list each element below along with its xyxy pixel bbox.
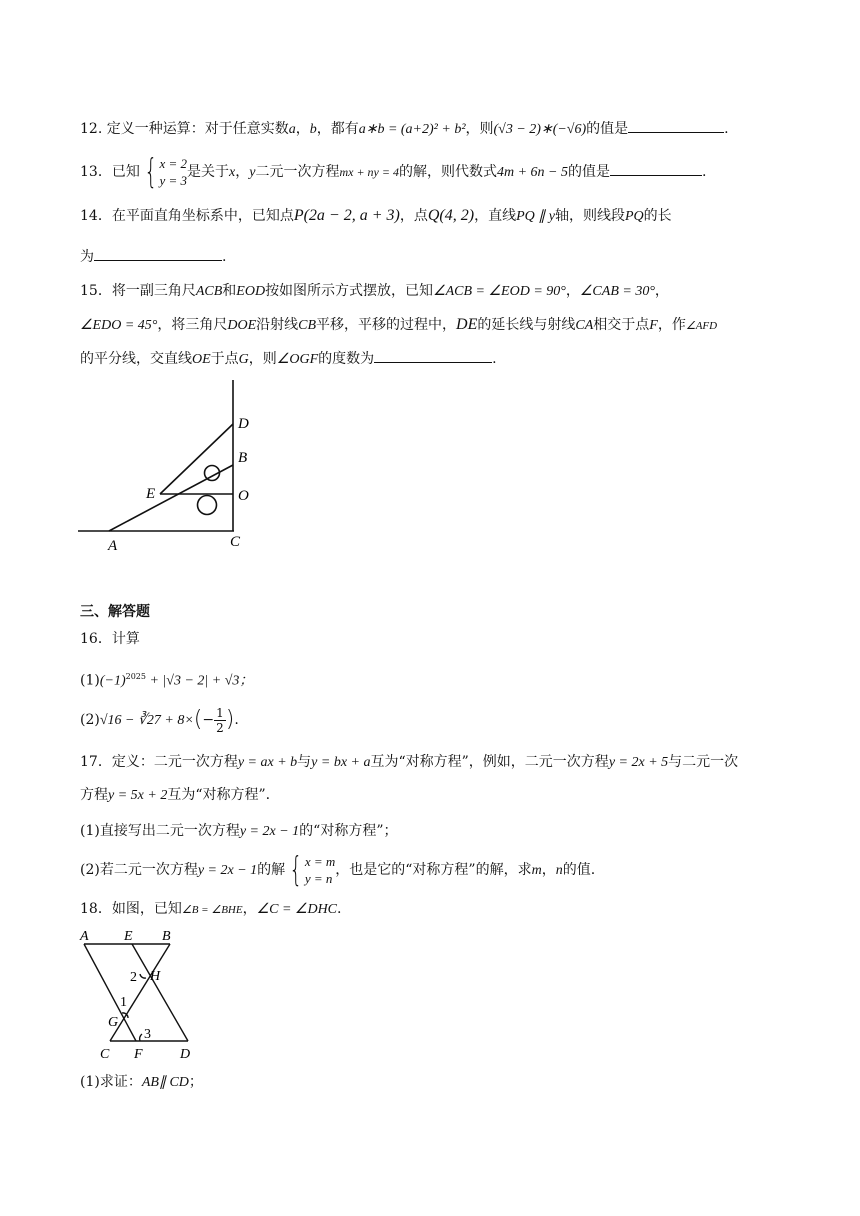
var-b: b <box>309 122 317 137</box>
label-D: D <box>238 416 249 432</box>
angle-3-arc <box>140 1034 142 1041</box>
question-16-part-1: $(1)(-1)^{2025} + |√3 - 2| + √3$； <box>80 672 254 689</box>
line-DE <box>160 424 233 494</box>
angle-condition-1: ∠ACB = ∠EOD = 90° <box>433 284 566 299</box>
answer-blank-12[interactable] <box>628 118 724 133</box>
label-E: E <box>146 486 156 502</box>
question-15-line2: ∠EDO = 45°，将三角尺DOE沿射线CB平移，平移的过程中，DE的延长线与射线CA相交于点F，作∠AFD <box>80 316 718 333</box>
label-F: F <box>134 1047 143 1061</box>
question-14: 14．在平面直角坐标系中，已知点P(2a − 2, a + 3)，点Q(4, 2)，直线PQ ∥ y轴，则线段PQ的长 <box>80 207 672 224</box>
figure-18-parallel-lines <box>76 926 206 1061</box>
solution-system: { x = 2 y = 3 <box>144 152 188 192</box>
operation-definition: a∗b = (a+2)² + b² <box>358 122 466 137</box>
solution-system-17: { x = m y = n <box>289 850 336 890</box>
linear-equation: mx + ny = 4 <box>339 165 399 179</box>
label-angle-1: 1 <box>120 995 127 1010</box>
question-16-part-2: (2)√16 − ∛27 + 8×(− $\frac{1}{2}$ ). <box>80 705 239 735</box>
angle-2-arc <box>140 974 146 978</box>
operation-expression: (√3 − 2)∗(−√6) <box>493 122 587 137</box>
label-E: E <box>124 929 133 944</box>
fraction-one-half: $\frac{1}{2}$ <box>216 705 224 735</box>
label-D: D <box>180 1047 191 1061</box>
section-title: 三、解答题 <box>80 604 150 620</box>
label-G: G <box>108 1015 119 1030</box>
label-H: H <box>150 969 161 984</box>
answer-blank-13[interactable] <box>610 161 702 176</box>
label-A: A <box>80 929 89 944</box>
angle-marker-2 <box>198 496 217 515</box>
answer-blank-14[interactable] <box>94 246 222 261</box>
question-17: 17．定义：二元一次方程y = ax + b与y = bx + a互为“对称方程”，例如，二元一次方程y = 2x + 5与二元一次 <box>80 754 739 770</box>
point-Q: Q(4, 2) <box>427 207 475 224</box>
label-B: B <box>238 450 248 466</box>
question-17-line2: 方程y = 5x + 2互为“对称方程”. <box>80 787 271 803</box>
question-16: 16．计算 <box>80 631 140 647</box>
question-17-part-1: (1)直接写出二元一次方程y = 2x − 1的“对称方程”； <box>80 823 398 839</box>
answer-blank-15[interactable] <box>374 348 492 363</box>
angle-condition-2: ∠CAB = 30° <box>579 284 655 299</box>
label-C: C <box>230 534 241 550</box>
label-O: O <box>238 488 249 504</box>
algebraic-expression: 4m + 6n − 5 <box>496 165 568 180</box>
label-A: A <box>108 538 118 554</box>
label-C: C <box>100 1047 110 1061</box>
question-17-part-2: (2)若二元一次方程y = 2x − 1的解 { x = m y = n ，也是它的“对称方程”的解，求m，n的值. <box>80 850 596 890</box>
label-angle-3: 3 <box>144 1027 151 1042</box>
question-15: 15．将一副三角尺ACB和EOD按如图所示方式摆放，已知∠ACB = ∠EOD = 90°，∠CAB = 30°， <box>80 283 669 299</box>
question-13: 13．已知 { x = 2 y = 3 是关于x，y二元一次方程mx + ny = 4的解，则代数式4m + 6n − 5的值是 . <box>80 152 707 192</box>
angle-condition-3: ∠EDO = 45° <box>80 318 158 333</box>
label-B: B <box>162 929 171 944</box>
question-15-line3: 的平分线，交直线OE于点G，则∠OGF的度数为 . <box>80 348 497 370</box>
question-14-line2: 为 . <box>80 246 226 267</box>
var-a: a <box>288 122 296 137</box>
question-12: 12. 定义一种运算：对于任意实数a，b，都有a∗b = (a+2)² + b²，则(√3 − 2)∗(−√6)的值是 . <box>80 118 729 140</box>
label-angle-2: 2 <box>130 970 137 985</box>
figure-15-triangles <box>76 380 276 555</box>
point-P: P(2a − 2, a + 3) <box>293 207 400 224</box>
question-18-part-1: (1)求证：AB∥ CD； <box>80 1074 203 1090</box>
question-18: 18．如图，已知∠B = ∠BHE，∠C = ∠DHC. <box>80 901 342 917</box>
